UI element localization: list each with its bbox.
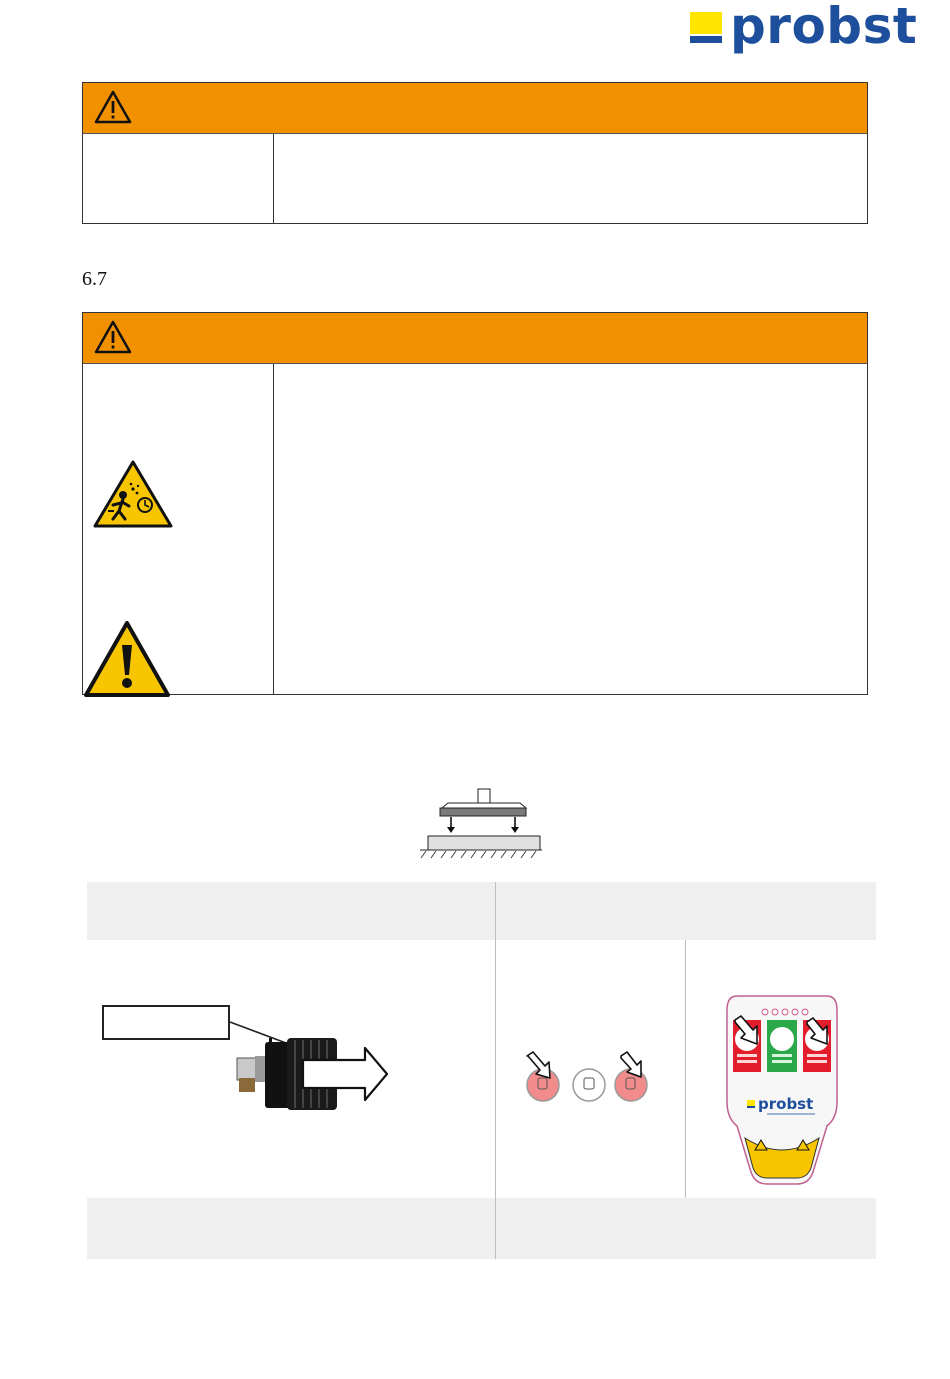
quick-coupling-hose-icon <box>233 1030 393 1112</box>
three-button-panel-icon <box>523 1050 651 1106</box>
vacuum-plate-on-load-diagram <box>418 786 542 860</box>
probst-logo <box>688 0 933 55</box>
warning-triangle-icon <box>93 89 133 125</box>
general-warning-icon <box>83 619 171 697</box>
logo-yellow-square <box>690 12 722 34</box>
column-divider <box>495 882 496 1259</box>
section-number: 6.7 <box>82 268 107 290</box>
warning-body <box>83 364 867 695</box>
warning-body <box>83 134 867 224</box>
flying-objects-hazard-icon <box>93 459 173 529</box>
warning-box-2 <box>82 312 868 695</box>
warning-divider <box>273 134 274 224</box>
operation-table-header <box>87 882 876 940</box>
logo-wordmark: probst <box>730 0 918 55</box>
warning-icon-cell <box>83 313 169 363</box>
warning-icon-cell <box>83 83 169 133</box>
remote-control-icon <box>723 992 841 1188</box>
warning-header <box>83 313 867 364</box>
warning-header <box>83 83 867 134</box>
operation-table <box>87 882 876 1259</box>
column-divider <box>685 940 686 1198</box>
remote-brand-text: probst <box>758 1095 814 1113</box>
warning-triangle-icon <box>93 319 133 355</box>
callout-label-box <box>102 1005 230 1040</box>
warning-box-1 <box>82 82 868 224</box>
operation-table-footer <box>87 1198 876 1259</box>
logo-blue-bar <box>690 36 722 43</box>
warning-divider <box>273 364 274 695</box>
